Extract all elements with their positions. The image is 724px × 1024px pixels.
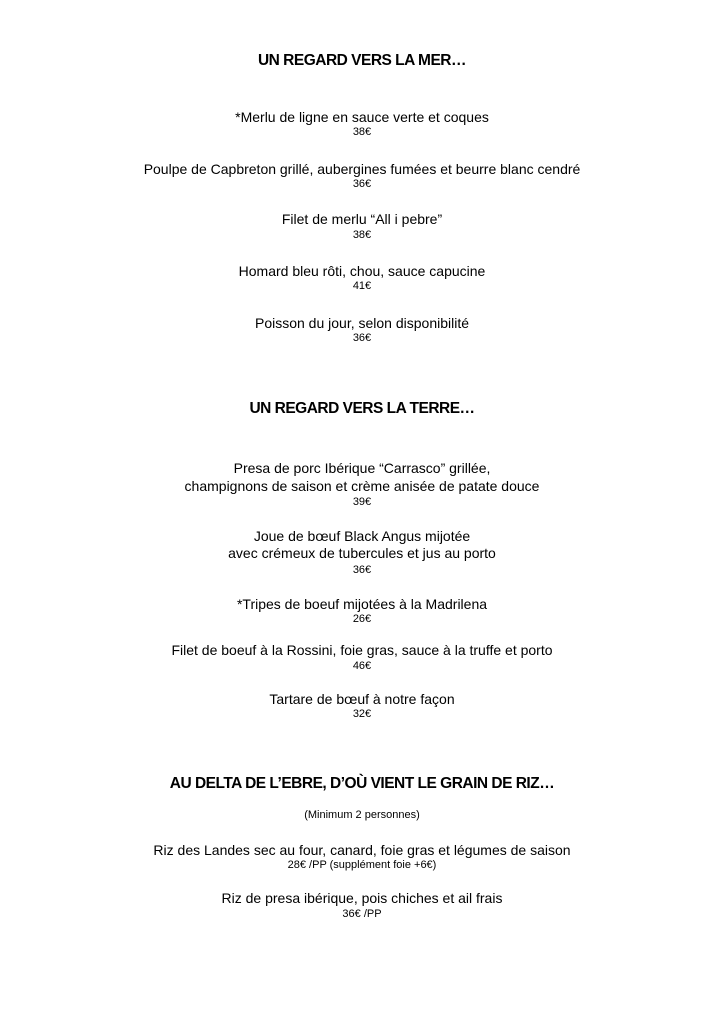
dish-price: 41€ [352,280,372,292]
dish-price: 28€ /PP (supplément foie +6€) [287,859,437,871]
dish-price: 38€ [352,229,372,241]
section-title-rice: AU DELTA DE L’EBRE, D’OÙ VIENT LE GRAIN DE RIZ… [169,775,555,792]
dish-name: Presa de porc Ibérique “Carrasco” grillée, [233,460,491,476]
dish-name: Tartare de bœuf à notre façon [269,691,455,707]
dish-price: 26€ [352,613,372,625]
dish-price: 36€ [352,564,372,576]
dish-price: 36€ [352,178,372,190]
dish-name: Riz des Landes sec au four, canard, foie gras et légumes de saison [153,842,571,858]
dish-name: avec crémeux de tubercules et jus au porto [228,545,496,561]
minimum-persons-note: (Minimum 2 personnes) [304,809,420,821]
section-title-sea: UN REGARD VERS LA MER… [257,52,467,69]
dish-name: Filet de boeuf à la Rossini, foie gras, sauce à la truffe et porto [171,642,553,658]
dish-name: Joue de bœuf Black Angus mijotée [253,528,471,544]
dish-name: *Merlu de ligne en sauce verte et coques [235,109,489,125]
dish-name: Poulpe de Capbreton grillé, aubergines fumées et beurre blanc cendré [143,161,581,177]
dish-price: 39€ [352,496,372,508]
dish-price: 36€ [352,332,372,344]
section-title-land: UN REGARD VERS LA TERRE… [249,400,475,417]
dish-name: champignons de saison et crème anisée de patate douce [184,478,540,494]
dish-price: 36€ /PP [342,908,382,920]
dish-name: Poisson du jour, selon disponibilité [254,315,470,331]
dish-price: 32€ [352,708,372,720]
dish-name: Filet de merlu “All i pebre” [281,211,443,227]
dish-price: 46€ [352,660,372,672]
dish-name: *Tripes de boeuf mijotées à la Madrilena [236,596,488,612]
dish-name: Riz de presa ibérique, pois chiches et ail frais [221,890,503,906]
dish-name: Homard bleu rôti, chou, sauce capucine [238,263,486,279]
dish-price: 38€ [352,126,372,138]
